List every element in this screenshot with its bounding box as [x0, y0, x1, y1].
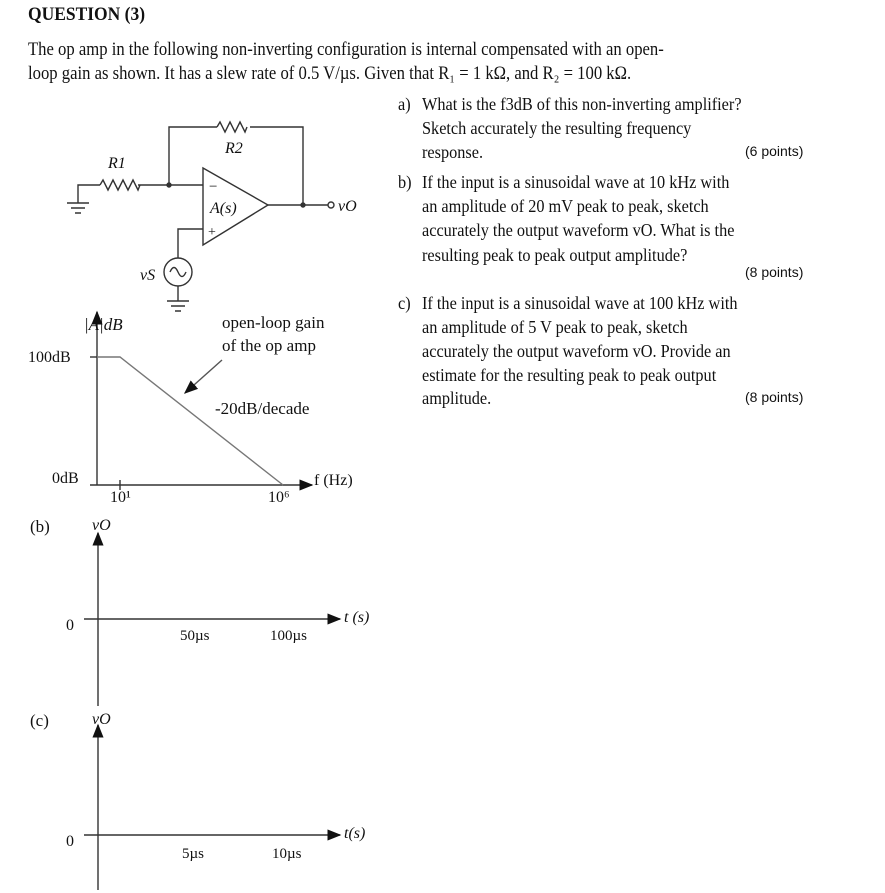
minus-sign: − — [209, 179, 218, 195]
question-a-line: What is the f3dB of this non-inverting amplifier? — [422, 94, 742, 114]
plot-c-ylabel: vO — [92, 711, 111, 728]
ground-icon — [67, 203, 89, 213]
circuit-diagram — [67, 122, 334, 311]
question-c-line: amplitude. — [422, 388, 492, 408]
plot-b-t1: 50µs — [180, 628, 210, 644]
intro-line-2: loop gain as shown. It has a slew rate of 0.5 V/µs. Given that R₁ = 1 kΩ, and R₂ = 100 kΩ. — [28, 64, 632, 84]
bode-annotation-1: open-loop gain — [222, 313, 325, 332]
plot-c-zero: 0 — [66, 833, 74, 850]
question-b-points: (8 points) — [745, 264, 804, 280]
plot-b-ylabel: vO — [92, 517, 111, 534]
plot-b-label: (b) — [30, 517, 50, 536]
plot-c-t1: 5µs — [182, 846, 204, 862]
question-b-label: b) — [398, 172, 412, 192]
vo-label: vO — [338, 198, 357, 215]
question-c-line: If the input is a sinusoidal wave at 100 kHz with — [422, 293, 738, 313]
ground-icon — [167, 301, 189, 311]
r2-resistor — [217, 122, 247, 132]
plot-c-xlabel: t(s) — [344, 825, 366, 842]
question-c-line: an amplitude of 5 V peak to peak, sketch — [422, 317, 688, 337]
bode-x1: 10¹ — [110, 489, 131, 506]
plot-c-t2: 10µs — [272, 846, 302, 862]
plot-b-zero: 0 — [66, 617, 74, 634]
r1-label: R1 — [108, 155, 126, 172]
question-a-label: a) — [398, 94, 411, 114]
vs-label: vS — [140, 267, 156, 284]
plot-b-axes — [84, 533, 340, 706]
bode-slope: -20dB/decade — [215, 399, 310, 418]
plot-c-axes — [84, 725, 340, 890]
bode-ylabel: |A|dB — [84, 315, 123, 334]
r2-label: R2 — [225, 140, 243, 157]
question-c-label: c) — [398, 293, 411, 313]
opamp-label: A(s) — [210, 200, 237, 217]
question-a-points: (6 points) — [745, 143, 804, 159]
bode-x2: 10⁶ — [268, 489, 290, 506]
r1-resistor — [100, 180, 140, 190]
bode-y-high: 100dB — [28, 349, 71, 366]
plus-sign: + — [208, 225, 216, 240]
plot-b-xlabel: t (s) — [344, 609, 370, 626]
question-b-line: If the input is a sinusoidal wave at 10 kHz with — [422, 172, 730, 192]
annotation-arrow — [185, 360, 222, 393]
question-a-line: response. — [422, 142, 484, 162]
question-b-line: accurately the output waveform vO. What is the — [422, 220, 735, 240]
question-b-line: an amplitude of 20 mV peak to peak, sketch — [422, 196, 709, 216]
question-a-line: Sketch accurately the resulting frequency — [422, 118, 692, 138]
question-c-line: estimate for the resulting peak to peak output — [422, 365, 717, 385]
question-c-points: (8 points) — [745, 389, 804, 405]
intro-line-1: The op amp in the following non-inverting configuration is internal compensated with an open- — [28, 40, 664, 60]
question-c-line: accurately the output waveform vO. Provide an — [422, 341, 731, 361]
gain-curve — [97, 357, 283, 485]
bode-y-low: 0dB — [52, 470, 79, 487]
question-title: QUESTION (3) — [28, 4, 146, 25]
bode-annotation-2: of the op amp — [222, 336, 316, 355]
question-b-line: resulting peak to peak output amplitude? — [422, 245, 688, 265]
bode-xlabel: f (Hz) — [314, 472, 353, 489]
plot-c-label: (c) — [30, 711, 49, 730]
plot-b-t2: 100µs — [270, 628, 307, 644]
